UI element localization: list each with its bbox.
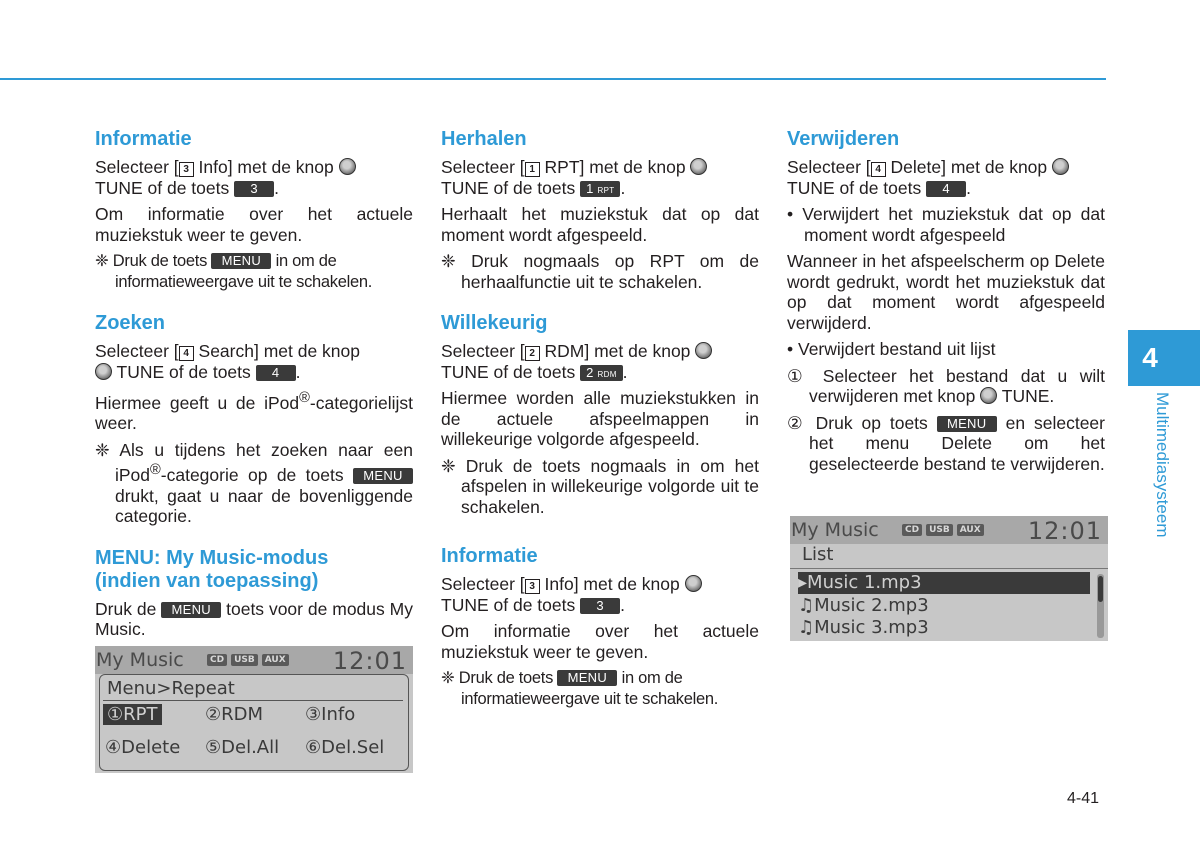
step-1: ① Selecteer het bestand dat u wilt verwijderen met knop TUNE. (787, 365, 1105, 406)
source-badges (207, 654, 289, 666)
column-1 (95, 128, 413, 646)
bullet-item: • Verwijdert bestand uit lijst (787, 339, 996, 359)
scrollbar (1097, 574, 1104, 638)
note: ❈ Druk de toets nogmaals in om het afspelen in willekeurige volgorde uit te schakelen. (441, 455, 759, 517)
section-heading-menu-mode: MENU: My Music-modus (indien van toepassing) (95, 546, 329, 592)
paragraph: Selecteer [ 4 Search] met de knop TUNE of de toets 4 . (95, 341, 361, 382)
key-3: 3 (234, 181, 274, 197)
page-number: 4-41 (1067, 790, 1100, 807)
menu-path: Menu>Repeat (107, 678, 235, 699)
key-menu: MENU (353, 468, 413, 484)
paragraph: Selecteer [ 1 RPT] met de knop TUNE of de toets 1 RPT . (441, 157, 759, 198)
screen-menu-repeat (95, 646, 413, 773)
screen-title: My Music (96, 649, 184, 671)
step-2: ② Druk op toets MENU en selecteer het menu Delete om het geselecteerde bestand te verwijderen. (787, 412, 1105, 474)
number-3-icon: 3 (525, 579, 540, 594)
key-4: 4 (926, 181, 966, 197)
number-2-icon: 2 (525, 346, 540, 361)
key-4: 4 (256, 365, 296, 381)
note: ❈ Druk nogmaals op RPT om de herhaalfunctie uit te schakelen. (441, 251, 759, 292)
paragraph: Selecteer [ 2 RDM] met de knop TUNE of de toets 2 RDM . (441, 341, 759, 382)
tune-knob-icon (980, 387, 997, 404)
bullet-item: • Verwijdert het muziekstuk dat op dat moment wordt afgespeeld (787, 204, 1105, 245)
note: ❈ Druk de toets MENU in om de informatieweergave uit te schakelen. (441, 669, 719, 708)
aux-badge: AUX (957, 524, 984, 536)
section-heading-informatie-2: Informatie (441, 545, 538, 567)
paragraph: Selecteer [ 3 Info] met de knop TUNE of de toets 3 . (95, 157, 413, 198)
paragraph: Om informatie over het actuele muziekstuk weer te geven. (441, 621, 759, 662)
tune-knob-icon (1052, 158, 1069, 175)
key-menu: MENU (557, 670, 617, 686)
tune-knob-icon (695, 342, 712, 359)
paragraph: Hiermee worden alle muziekstukken in de actuele afspeelmappen in willekeurige volgorde afgespeeld. (441, 388, 759, 449)
key-menu: MENU (211, 253, 271, 269)
section-heading-informatie: Informatie (95, 128, 192, 150)
aux-badge: AUX (262, 654, 289, 666)
menu-option-rpt: ①RPT (103, 704, 162, 725)
paragraph: Selecteer [ 4 Delete] met de knop TUNE of de toets 4 . (787, 157, 1105, 198)
chapter-number: 4 (1142, 342, 1158, 373)
note: ❈ Druk de toets MENU in om de informatieweergave uit te schakelen. (95, 252, 373, 291)
number-4-icon: 4 (871, 162, 886, 177)
column-3 (787, 128, 1105, 480)
screen-clock: 12:01 (1027, 517, 1102, 545)
source-badges (902, 524, 984, 536)
section-heading-herhalen: Herhalen (441, 128, 527, 150)
list-item: ♫Music 2.mp3 (798, 595, 929, 616)
menu-option-rdm: ②RDM (205, 704, 264, 725)
screen-header (790, 516, 1108, 544)
paragraph: Selecteer [ 3 Info] met de knop TUNE of de toets 3 . (441, 574, 759, 615)
paragraph: Druk de MENU toets voor de modus My Music. (95, 598, 413, 640)
screen-title: My Music (791, 519, 879, 541)
list-item: ♫Music 3.mp3 (798, 617, 929, 638)
key-3: 3 (580, 598, 620, 614)
tune-knob-icon (339, 158, 356, 175)
menu-option-info: ③Info (305, 704, 356, 725)
screen-music-list (790, 516, 1108, 641)
note: ❈ Als u tijdens het zoeken naar een iPod®-categorie op de toets MENU drukt, gaat u naar de bovenliggende categorie. (95, 439, 413, 527)
paragraph: Herhaalt het muziekstuk dat op dat moment wordt afgespeeld. (441, 204, 759, 245)
number-3-icon: 3 (179, 162, 194, 177)
paragraph: Om informatie over het actuele muziekstuk weer te geven. (95, 204, 413, 245)
divider (790, 568, 1108, 569)
top-rule (0, 78, 1106, 80)
paragraph: Hiermee geeft u de iPod®-categorielijst weer. (95, 390, 413, 434)
menu-option-delete: ④Delete (105, 737, 181, 758)
key-menu: MENU (937, 416, 997, 432)
cd-badge: CD (207, 654, 227, 666)
screen-header (95, 646, 413, 674)
column-2 (441, 128, 759, 715)
menu-option-del-sel: ⑥Del.Sel (305, 737, 385, 758)
usb-badge: USB (926, 524, 953, 536)
usb-badge: USB (231, 654, 258, 666)
screen-clock: 12:01 (332, 647, 407, 675)
cd-badge: CD (902, 524, 922, 536)
paragraph: Wanneer in het afspeelscherm op Delete wordt gedrukt, wordt het muziekstuk dat op dat moment wordt afgespeeld verwijderd. (787, 251, 1105, 333)
section-heading-willekeurig: Willekeurig (441, 312, 548, 334)
list-item: ▸Music 1.mp3 (798, 572, 1090, 594)
key-2-rdm: 2 RDM (580, 365, 623, 381)
number-4-icon: 4 (179, 346, 194, 361)
tune-knob-icon (685, 575, 702, 592)
section-heading-verwijderen: Verwijderen (787, 128, 900, 150)
section-heading-zoeken: Zoeken (95, 312, 166, 334)
number-1-icon: 1 (525, 162, 540, 177)
tune-knob-icon (690, 158, 707, 175)
key-1-rpt: 1 RPT (580, 181, 620, 197)
tune-knob-icon (95, 363, 112, 380)
scrollbar-thumb (1098, 576, 1103, 602)
menu-option-del-all: ⑤Del.All (205, 737, 280, 758)
key-menu: MENU (161, 602, 221, 618)
chapter-title: Multimediasysteem (1153, 392, 1172, 538)
divider (103, 700, 403, 701)
list-title: List (802, 544, 834, 565)
